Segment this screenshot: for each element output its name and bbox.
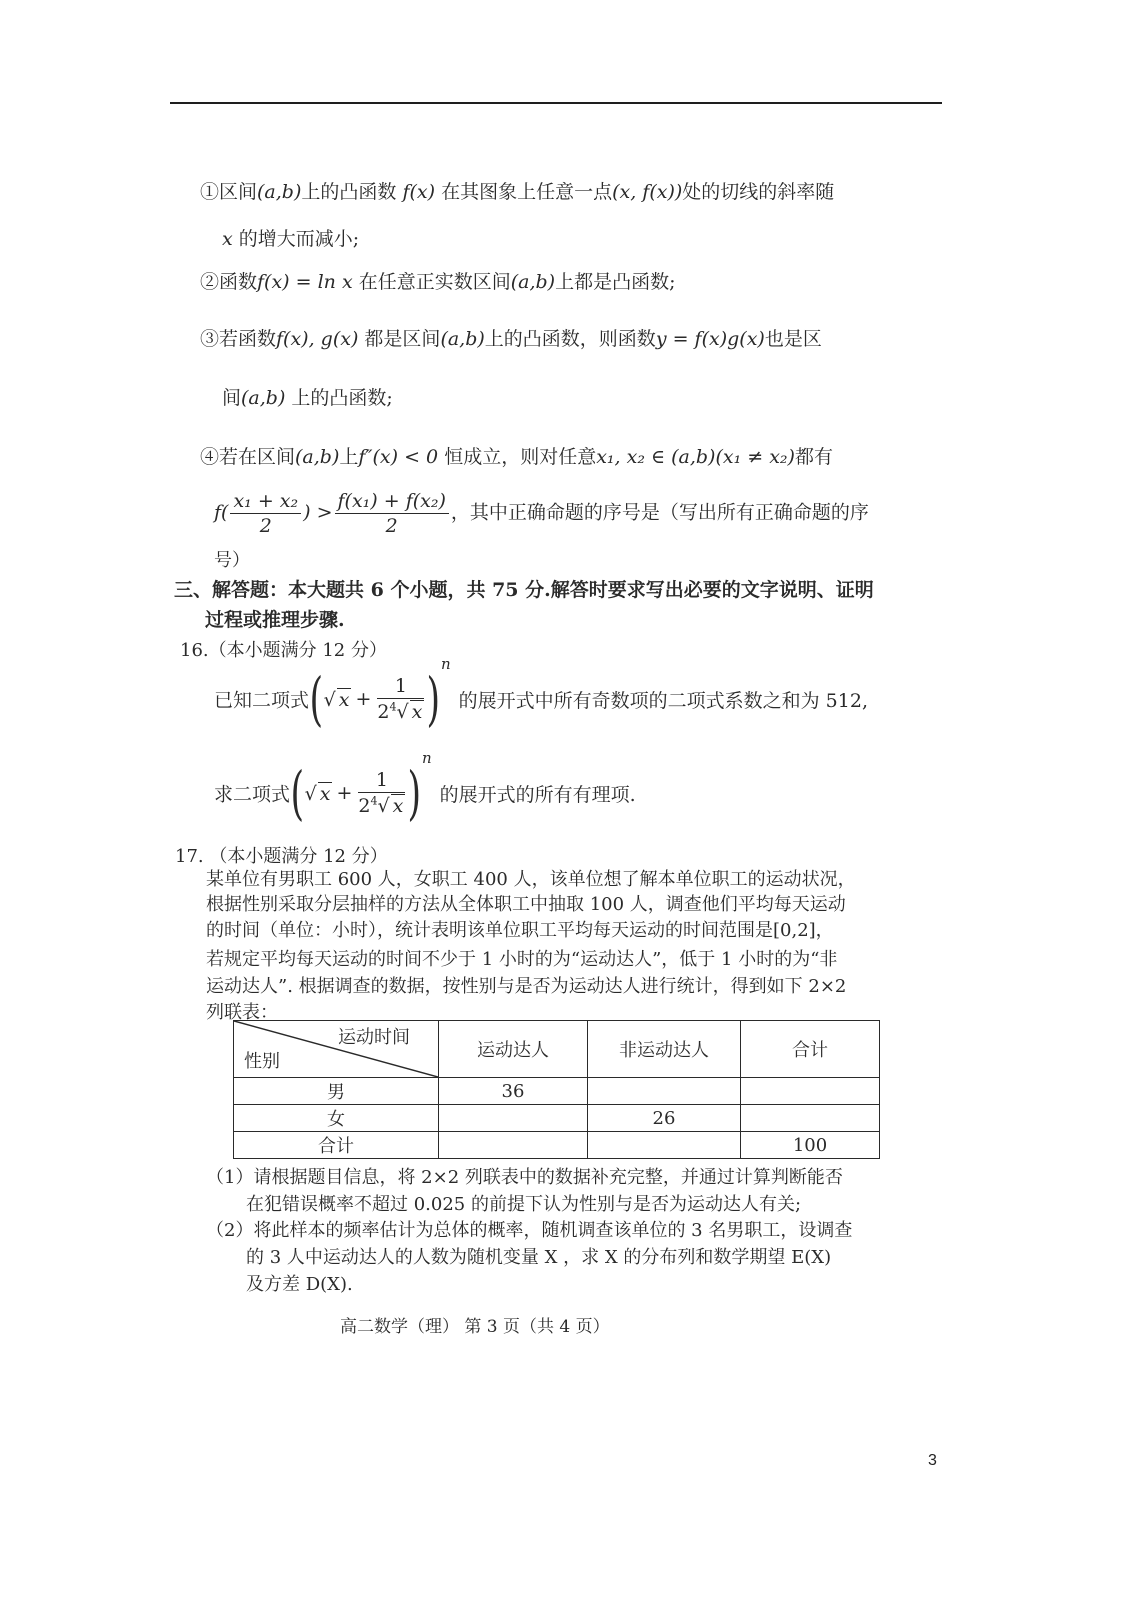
plus: + bbox=[336, 782, 353, 804]
q16-header: 16.（本小题满分 12 分） bbox=[180, 640, 387, 661]
q17-para-5: 运动达人”. 根据调查的数据，按性别与是否为运动达人进行统计，得到如下 2×2 bbox=[206, 976, 847, 997]
text: 的展开式的所有有理项. bbox=[439, 783, 636, 806]
radicand: x bbox=[411, 701, 423, 723]
numerator: x₁ + x₂ bbox=[230, 490, 301, 514]
table-cell bbox=[439, 1132, 588, 1159]
math: f(x) bbox=[402, 181, 436, 203]
text: 恒成立，则对任意 bbox=[444, 446, 597, 468]
page-footer: 高二数学（理） 第 3 页（共 4 页） bbox=[340, 1317, 610, 1337]
item-1-line-2 bbox=[222, 224, 359, 251]
table-cell bbox=[741, 1078, 880, 1105]
table-header-cell: 运动达人 bbox=[439, 1021, 588, 1078]
math: (x, f(x)) bbox=[612, 181, 683, 203]
math: f″(x) < 0 bbox=[358, 446, 439, 468]
text: 上的凸函数; bbox=[291, 387, 393, 409]
row-label: 男 bbox=[234, 1078, 439, 1105]
radicand: x bbox=[338, 688, 350, 711]
q17-para-3: 的时间（单位：小时），统计表明该单位职工平均每天运动的时间范围是[0,2]， bbox=[206, 920, 834, 941]
table-header-cell: 非运动达人 bbox=[588, 1021, 741, 1078]
text: 的展开式中所有奇数项的二项式系数之和为 512, bbox=[458, 689, 868, 712]
table-row bbox=[234, 1105, 880, 1132]
radicand: x bbox=[392, 795, 404, 817]
text: ，其中正确命题的序号是（写出所有正确命题的序 bbox=[450, 501, 869, 524]
table-row bbox=[234, 1078, 880, 1105]
sqrt-term: √ x bbox=[323, 688, 350, 711]
math: (a,b) bbox=[257, 181, 302, 203]
item-4-line-2 bbox=[214, 490, 869, 537]
q17-header: 17. （本小题满分 12 分） bbox=[175, 846, 388, 867]
contingency-table bbox=[233, 1020, 880, 1159]
math: y = f(x)g(x) bbox=[655, 328, 765, 350]
table-cell bbox=[588, 1078, 741, 1105]
text: ③若函数 bbox=[200, 328, 277, 350]
text: 已知二项式 bbox=[214, 689, 310, 712]
table-cell bbox=[439, 1105, 588, 1132]
item-3-line-2 bbox=[222, 383, 393, 410]
table-cell: 36 bbox=[439, 1078, 588, 1105]
text: 上的凸函数 bbox=[301, 181, 397, 203]
numerator: 1 bbox=[377, 675, 424, 699]
text: 上 bbox=[339, 446, 359, 468]
numerator: 1 bbox=[358, 769, 405, 793]
table-header-row bbox=[234, 1021, 880, 1078]
text: 间 bbox=[222, 387, 242, 409]
math: f(x), g(x) bbox=[276, 328, 359, 350]
section-3-heading-2: 过程或推理步骤. bbox=[205, 609, 345, 631]
q17-sub-2-line-1: （2）将此样本的频率估计为总体的概率，随机调查该单位的 3 名男职工，设调查 bbox=[206, 1220, 853, 1241]
item-1-line-1 bbox=[200, 177, 834, 204]
q17-para-4: 若规定平均每天运动的时间不少于 1 小时的为“运动达人”，低于 1 小时的为“非 bbox=[206, 949, 838, 970]
corner-bottom-label: 性别 bbox=[244, 1051, 280, 1072]
item-4-line-3: 号） bbox=[214, 550, 250, 571]
row-label: 女 bbox=[234, 1105, 439, 1132]
root-index: 4 bbox=[370, 794, 378, 808]
fraction: $\frac{1}{2^4√ x}$ bbox=[358, 769, 404, 817]
table-cell: 26 bbox=[588, 1105, 741, 1132]
q17-sub-2-line-3: 及方差 D(X). bbox=[246, 1274, 353, 1295]
q16-line-1 bbox=[214, 654, 868, 733]
coef: 2 bbox=[377, 701, 390, 723]
q16-line-2 bbox=[214, 748, 636, 827]
page-number: 3 bbox=[928, 1452, 937, 1469]
radicand: x bbox=[319, 782, 331, 805]
q17-para-1: 某单位有男职工 600 人，女职工 400 人，该单位想了解本单位职工的运动状况， bbox=[206, 869, 856, 890]
q17-sub-1-line-1: （1）请根据题目信息，将 2×2 列联表中的数据补充完整，并通过计算判断能否 bbox=[206, 1167, 843, 1188]
q17-sub-1-line-2: 在犯错误概率不超过 0.025 的前提下认为性别与是否为运动达人有关; bbox=[246, 1194, 802, 1215]
text: ①区间 bbox=[200, 181, 258, 203]
math: x₁, x₂ ∈ (a,b)(x₁ ≠ x₂) bbox=[596, 446, 795, 468]
q17-para-2: 根据性别采取分层抽样的方法从全体职工中抽取 100 人，调查他们平均每天运动 bbox=[206, 894, 846, 915]
right-paren: ) bbox=[426, 665, 441, 733]
table-corner-cell bbox=[234, 1021, 439, 1078]
root-index: 4 bbox=[389, 700, 397, 714]
numerator: f(x₁) + f(x₂) bbox=[335, 490, 449, 514]
text: 的增大而减小; bbox=[238, 228, 360, 250]
left-paren: ( bbox=[290, 759, 305, 827]
text: 处的切线的斜率随 bbox=[682, 181, 835, 203]
coef: 2 bbox=[358, 795, 371, 817]
math: f( bbox=[214, 501, 229, 524]
denominator: 2 bbox=[259, 515, 272, 537]
exponent: n bbox=[440, 654, 451, 673]
corner-top-label: 运动时间 bbox=[338, 1027, 410, 1048]
denominator: 2 bbox=[385, 515, 398, 537]
math: x bbox=[222, 228, 233, 250]
q17-para-6: 列联表： bbox=[206, 1002, 278, 1023]
math: (a,b) bbox=[440, 328, 485, 350]
text: 都是区间 bbox=[364, 328, 441, 350]
item-2 bbox=[200, 267, 675, 294]
math: (a,b) bbox=[510, 271, 556, 293]
sqrt-term: √ x bbox=[304, 782, 331, 805]
right-paren: ) bbox=[407, 759, 422, 827]
fraction-avg bbox=[335, 490, 449, 537]
table-cell: 100 bbox=[741, 1132, 880, 1159]
text: 在其图象上任意一点 bbox=[441, 181, 613, 203]
math: (a,b) bbox=[295, 446, 340, 468]
text: 上的凸函数，则函数 bbox=[484, 328, 656, 350]
math: ) > bbox=[303, 501, 333, 524]
text: 求二项式 bbox=[214, 783, 291, 806]
row-label: 合计 bbox=[234, 1132, 439, 1159]
text: 在任意正实数区间 bbox=[358, 271, 511, 293]
item-4-line-1 bbox=[200, 442, 833, 469]
text: ②函数 bbox=[200, 271, 258, 293]
plus: + bbox=[355, 688, 372, 710]
left-paren: ( bbox=[309, 665, 324, 733]
table-header-cell: 合计 bbox=[741, 1021, 880, 1078]
exponent: n bbox=[421, 748, 432, 767]
q17-sub-2-line-2: 的 3 人中运动达人的人数为随机变量 X ，求 X 的分布列和数学期望 E(X) bbox=[246, 1247, 832, 1268]
text: 也是区 bbox=[764, 328, 822, 350]
math: f(x) = ln x bbox=[257, 271, 353, 293]
item-3-line-1 bbox=[200, 324, 822, 351]
table-cell bbox=[588, 1132, 741, 1159]
text: 上都是凸函数; bbox=[555, 271, 676, 293]
table-row bbox=[234, 1132, 880, 1159]
text: ④若在区间 bbox=[200, 446, 296, 468]
fraction-mid bbox=[230, 490, 301, 537]
section-3-heading: 三、解答题：本大题共 6 个小题，共 75 分.解答时要求写出必要的文字说明、证明 bbox=[174, 579, 874, 601]
fraction: $\frac{1}{2^4√ x}$ bbox=[377, 675, 423, 723]
table-cell bbox=[741, 1105, 880, 1132]
math: (a,b) bbox=[241, 387, 286, 409]
header-rule bbox=[170, 102, 942, 104]
text: 都有 bbox=[794, 446, 833, 468]
